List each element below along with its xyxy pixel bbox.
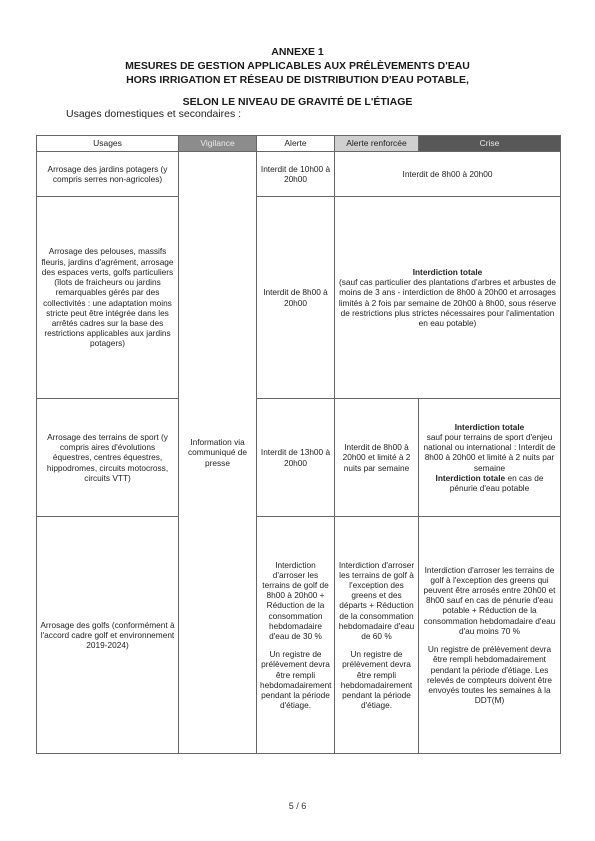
crise-golfs-measure: Interdiction d'arroser les terrains de golf à l'exception des greens qui peuvent être arrosés entre 20h00 et 8h00 sauf en cas de pénurie d'eau potable + Réduction de la consommation hebdomadaire d'eau d'au moins 70 %: [423, 564, 556, 636]
alerte-golfs-measure: Interdiction d'arroser les terrains de golf de 8h00 à 20h00 + Réduction de la consommation hebdomadaire d'eau de 30 %: [262, 559, 329, 641]
interdiction-totale-label: Interdiction totale: [412, 266, 483, 277]
section-subtitle: Usages domestiques et secondaires :: [66, 108, 242, 120]
alerte-cell-potagers: Interdit de 10h00 à 20h00: [257, 152, 335, 197]
main-title-line-3: SELON LE NIVEAU DE GRAVITÉ DE L'ÉTIAGE: [182, 96, 413, 108]
renforcee-crise-cell-pelouses: [335, 197, 561, 399]
column-header-vigilance: Vigilance: [179, 136, 257, 152]
crise-cell-golfs: [419, 517, 561, 754]
page-number: 5 / 6: [288, 801, 307, 811]
usage-cell-potagers: Arrosage des jardins potagers (y compris serres non-agricoles): [37, 152, 179, 197]
column-header-alerte: Alerte: [257, 136, 335, 152]
column-header-alerte-renforcee: Alerte renforcée: [335, 136, 419, 152]
crise-sport-title: Interdiction totale: [454, 421, 525, 432]
alerte-cell-pelouses: Interdit de 8h00 à 20h00: [257, 197, 335, 399]
table-row-potagers: [37, 152, 561, 197]
annex-title: ANNEXE 1: [271, 46, 324, 58]
crise-sport-tail: en cas de pénurie d'eau potable: [449, 472, 544, 493]
renforcee-cell-golfs: [335, 517, 419, 754]
renforcee-crise-cell-potagers: Interdit de 8h00 à 20h00: [335, 152, 561, 197]
crise-golfs-registre: Un registre de prélèvement devra être rempli hebdomadairement pendant la période d'étiage. Les relevés de compteurs doivent être envoyés toutes les semaines à la DDT(M): [427, 644, 552, 706]
measures-table: [36, 135, 561, 754]
renforcee-golfs-registre: Un registre de prélèvement devra être rempli hebdomadairement pendant la période d'étiage.: [340, 649, 413, 711]
interdiction-totale-details: (sauf cas particulier des plantations d'arbres et arbustes de moins de 3 ans - interdiction de 8h00 à 20h00 et arrosages limités à 2 fois par semaine de 20h00 à 8h00, sous réserve de restrictions plus strictes nécessaires pour l'alimentation en eau potable): [338, 277, 557, 328]
main-title-line-1: MESURES DE GESTION APPLICABLES AUX PRÉLÈVEMENTS D'EAU: [125, 60, 470, 72]
main-title-line-2: HORS IRRIGATION ET RÉSEAU DE DISTRIBUTION D'EAU POTABLE,: [126, 74, 469, 86]
alerte-cell-golfs: [257, 517, 335, 754]
usage-cell-golfs: Arrosage des golfs (conformément à l'accord cadre golf et environnement 2019-2024): [37, 517, 179, 754]
usage-cell-sport: Arrosage des terrains de sport (y compris aires d'évolutions équestres, centres équestres, hippodromes, circuits motocross, circuits VTT): [37, 399, 179, 517]
column-header-crise: Crise: [419, 136, 561, 152]
alerte-golfs-registre: Un registre de prélèvement devra être rempli hebdomadairement pendant la période d'étiage.: [260, 649, 332, 711]
table-row-sport: [37, 399, 561, 517]
crise-sport-body: sauf pour terrains de sport d'enjeu national ou international : Interdit de 8h00 à 20h00 et limité à 2 nuits par semaine: [423, 431, 556, 473]
crise-sport-title-2: Interdiction totale: [435, 472, 506, 483]
table-row-golfs: [37, 517, 561, 754]
table-row-pelouses: [37, 197, 561, 399]
column-header-usages: Usages: [37, 136, 179, 152]
renforcee-golfs-measure: Interdiction d'arroser les terrains de golf à l'exception des greens et des départs + Réduction de la consommation hebdomadaire d'eau de 60 %: [338, 559, 415, 641]
table-header-row: [37, 136, 561, 152]
crise-cell-sport: [419, 399, 561, 517]
vigilance-cell: Information via communiqué de presse: [179, 152, 257, 754]
alerte-cell-sport: Interdit de 13h00 à 20h00: [257, 399, 335, 517]
usage-cell-pelouses: Arrosage des pelouses, massifs fleuris, jardins d'agrément, arrosage des espaces verts, golfs particuliers (îlots de fraicheurs ou jardins remarquables gérés par des collectivités : une adaptation moins stricte peut être intégrée dans les arrêtés cadres sur la base des restrictions applicables aux jardins potagers): [37, 197, 179, 399]
renforcee-cell-sport: Interdit de 8h00 à 20h00 et limité à 2 nuits par semaine: [335, 399, 419, 517]
